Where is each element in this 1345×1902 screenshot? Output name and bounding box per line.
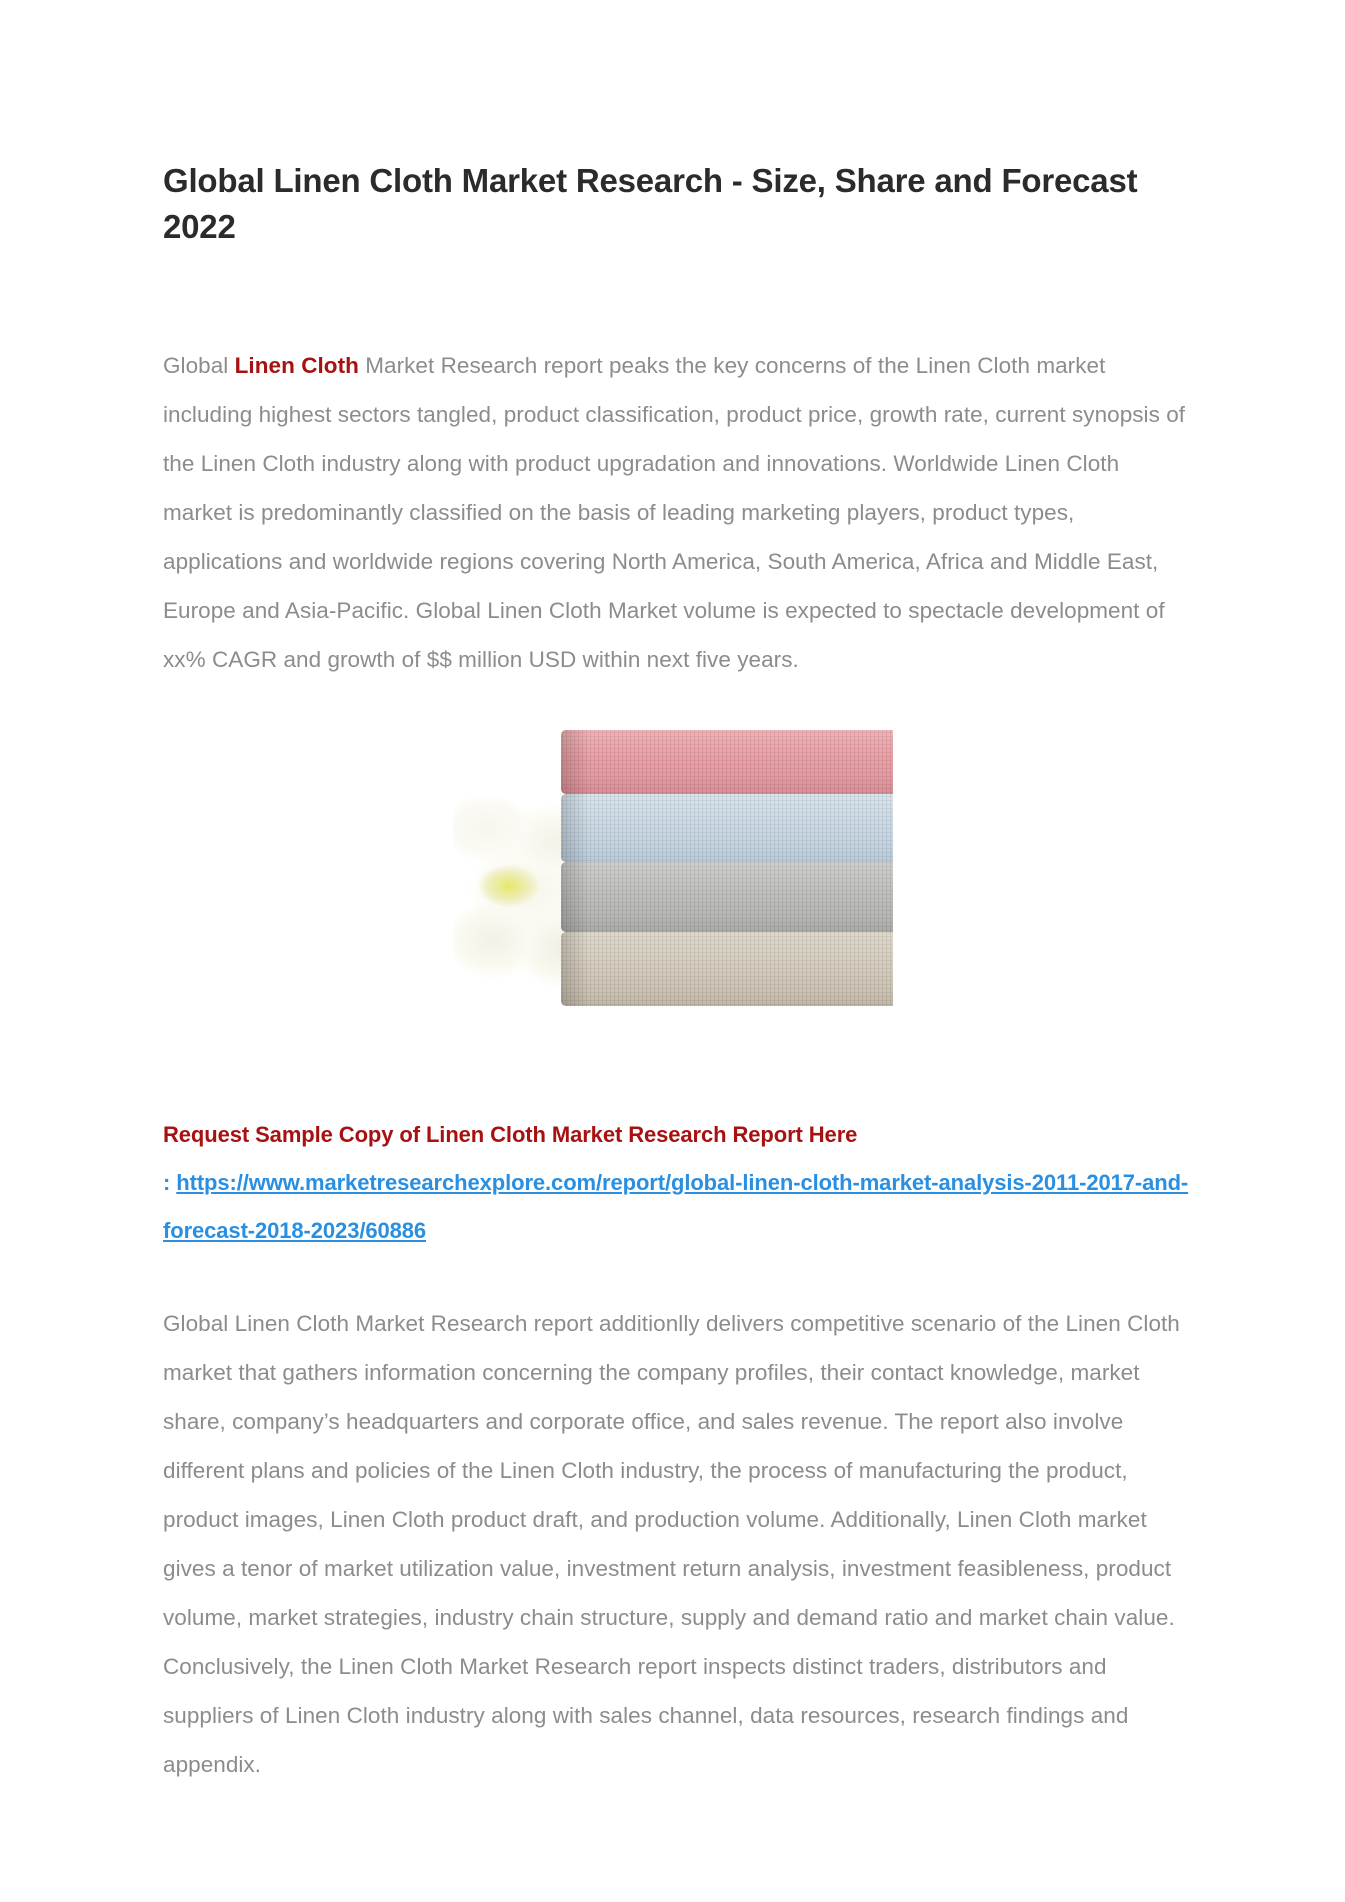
cta-heading: Request Sample Copy of Linen Cloth Market Research Report Here (163, 1122, 858, 1147)
cloth-layer-blue (561, 794, 893, 862)
report-sample-link[interactable]: https://www.marketresearchexplore.com/report/global-linen-cloth-market-analysis-2011-2017-and-forecast-2018-2023/60886 (163, 1170, 1189, 1243)
cloth-layer-grey (561, 862, 893, 932)
cloth-layer-pink (561, 730, 893, 794)
keyword-linen-cloth: Linen Cloth (234, 353, 359, 378)
cta-separator: : (163, 1170, 177, 1195)
intro-lead-text: Global (163, 353, 235, 378)
cloth-layer-beige (561, 932, 893, 1006)
details-paragraph: Global Linen Cloth Market Research report additionlly delivers competitive scenario of the Linen Cloth market that gathers information concerning the company profiles, their contact knowledge, market share, company’s headquarters and corporate office, and sales revenue. The report also involve different plans and policies of the Linen Cloth industry, the process of manufacturing the product, product images, Linen Cloth product draft, and production volume. Additionally, Linen Cloth market gives a tenor of market utilization value, investment return analysis, investment feasibleness, product volume, market strategies, industry chain structure, supply and demand ratio and market chain value. Conclusively, the Linen Cloth Market Research report inspects distinct traders, distributors and suppliers of Linen Cloth industry along with sales channel, data resources, research findings and appendix. (163, 1311, 1180, 1777)
intro-paragraph (163, 250, 1193, 684)
page-title: Global Linen Cloth Market Research - Size, Share and Forecast 2022 (163, 162, 1138, 245)
intro-body-text: Market Research report peaks the key concerns of the Linen Cloth market including highest sectors tangled, product classification, product price, growth rate, current synopsis of the Linen Cloth industry along with product upgradation and innovations. Worldwide Linen Cloth market is predominantly classified on the basis of leading marketing players, product types, applications and worldwide regions covering North America, South America, Africa and Middle East, Europe and Asia-Pacific. Global Linen Cloth Market volume is expected to spectacle development of xx% CAGR and growth of $$ million USD within next five years. (163, 353, 1186, 672)
document-content (163, 0, 1189, 1789)
cta-link-block (163, 1051, 1193, 1255)
linen-cloth-photo (453, 716, 893, 1046)
figure-container (163, 684, 1183, 1051)
